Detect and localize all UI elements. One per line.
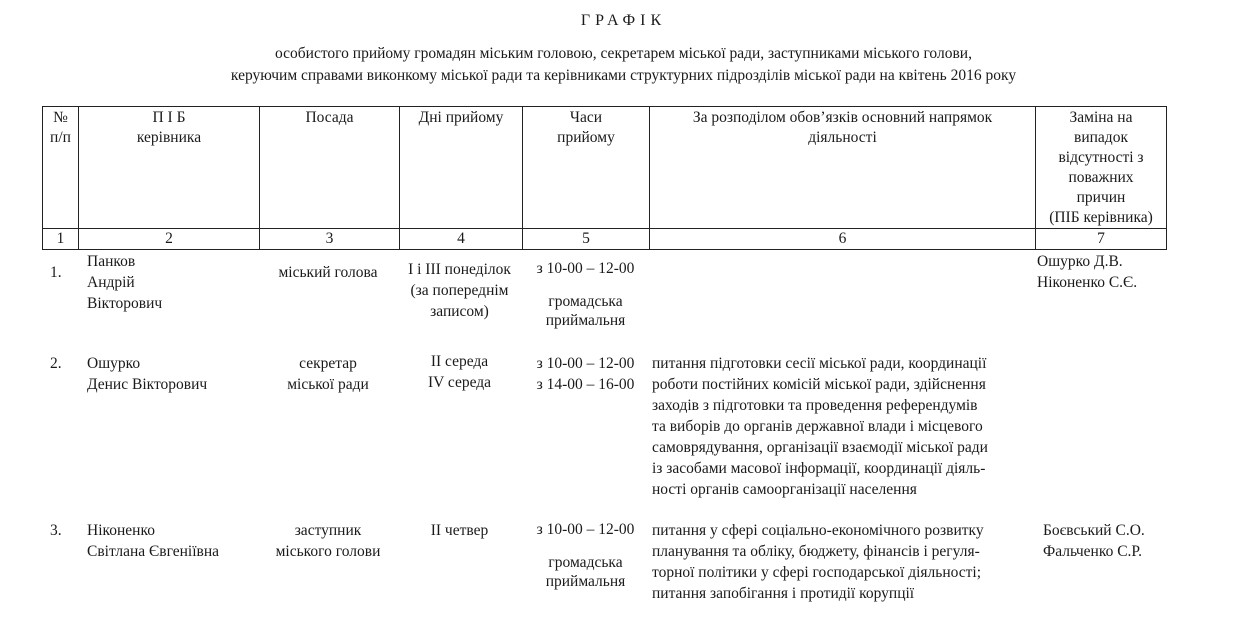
- header-cell-days: Дні прийому: [400, 107, 523, 229]
- row-days: ІІ середа ІV середа: [427, 353, 492, 391]
- schedule-table-header: [42, 106, 1167, 250]
- row-name: Ошурко Денис Вікторович: [87, 355, 208, 393]
- row-name: Ніконенко Світлана Євгеніївна: [87, 522, 219, 560]
- row-name: Панков Андрій Вікторович: [87, 253, 163, 312]
- column-number: 6: [650, 229, 1036, 250]
- header-cell-substitute: Заміна на випадок відсутності з поважних причин (ПІБ керівника): [1036, 107, 1167, 229]
- header-row: [43, 107, 1167, 229]
- header-cell-hours: Часи прийому: [523, 107, 650, 229]
- column-number: 3: [260, 229, 400, 250]
- row-position: заступник міського голови: [275, 522, 381, 560]
- header-cell-position: Посада: [260, 107, 400, 229]
- document-subtitle-line-2: керуючим справами виконкому міської ради та керівниками структурних підрозділів міської ради на квітень 2016 року: [230, 67, 1017, 84]
- column-number: 4: [400, 229, 523, 250]
- row-substitute: Ошурко Д.В. Ніконенко С.Є.: [1037, 253, 1138, 291]
- row-days: І і ІІІ понеділок (за попереднім записом): [408, 261, 511, 320]
- document-title: ГРАФІК: [580, 12, 667, 29]
- row-substitute: Боєвський С.О. Фальченко С.Р.: [1043, 522, 1145, 560]
- row-duties: питання підготовки сесії міської ради, координації роботи постійних комісій міської ради, здійснення заходів з підготовки та проведення референдумів та виборів до органів державної влади і місцевого самоврядування, організації взаємодії міської ради із засобами масової інформації, координації діяль- ності органів самоорганізації населення: [652, 355, 988, 498]
- row-position: міський голова: [278, 264, 378, 281]
- row-days: ІІ четвер: [430, 522, 489, 539]
- row-number: 1.: [50, 264, 62, 281]
- column-number-row: [43, 229, 1167, 250]
- row-hours: з 10-00 – 12-00 громадська приймальня: [536, 260, 635, 329]
- column-number: 7: [1036, 229, 1167, 250]
- header-cell-number: № п/п: [43, 107, 79, 229]
- row-duties: питання у сфері соціально-економічного розвитку планування та обліку, бюджету, фінансів і регуля- торної політики у сфері господарської діяльності; питання запобігання і протидії корупції: [652, 522, 984, 602]
- row-position: секретар міської ради: [287, 355, 369, 393]
- header-cell-duties: За розподілом обов’язків основний напрямок діяльності: [650, 107, 1036, 229]
- column-number: 2: [79, 229, 260, 250]
- row-hours: з 10-00 – 12-00 з 14-00 – 16-00: [536, 355, 635, 393]
- row-hours: з 10-00 – 12-00 громадська приймальня: [536, 521, 635, 590]
- header-cell-name: П І Б керівника: [79, 107, 260, 229]
- row-number: 3.: [50, 522, 62, 539]
- document-subtitle-line-1: особистого прийому громадян міським головою, секретарем міської ради, заступниками міського голови,: [275, 45, 972, 62]
- column-number: 1: [43, 229, 79, 250]
- column-number: 5: [523, 229, 650, 250]
- row-number: 2.: [50, 355, 62, 372]
